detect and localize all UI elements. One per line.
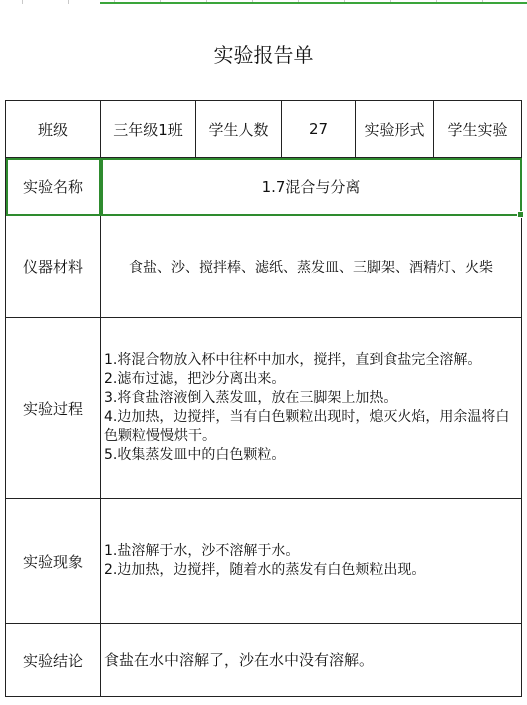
row-experiment-name (6, 158, 522, 216)
row-process (6, 318, 522, 499)
process-step: 4.边加热，边搅拌，当有白色颗粒出现时，熄灭火焰，用余温将白色颗粒慢慢烘干。 (104, 409, 510, 444)
phenomenon-label-cell[interactable]: 实验现象 (6, 499, 101, 624)
phenomenon-item: 1.盐溶解于水，沙不溶解于水。 (104, 543, 300, 559)
row-conclusion (6, 624, 522, 697)
materials-label-cell[interactable]: 仪器材料 (6, 216, 101, 318)
row-class-info (6, 101, 522, 158)
form-label-cell[interactable]: 实验形式 (356, 101, 434, 158)
spreadsheet (0, 6, 527, 705)
class-value-cell[interactable]: 三年级1班 (101, 101, 196, 158)
experiment-name-label-cell[interactable]: 实验名称 (6, 158, 101, 216)
row-materials (6, 216, 522, 318)
class-label-cell[interactable]: 班级 (6, 101, 101, 158)
form-value-cell[interactable]: 学生实验 (434, 101, 522, 158)
fill-handle[interactable] (517, 211, 524, 218)
process-step: 5.收集蒸发皿中的白色颗粒。 (104, 447, 286, 463)
report-table (5, 100, 522, 697)
conclusion-label-cell[interactable]: 实验结论 (6, 624, 101, 697)
row-phenomenon (6, 499, 522, 624)
experiment-name-value-cell[interactable] (101, 158, 522, 216)
experiment-name-text: 1.7混合与分离 (261, 178, 361, 196)
process-step: 1.将混合物放入杯中往杯中加水，搅拌，直到食盐完全溶解。 (104, 352, 482, 368)
conclusion-value-cell[interactable]: 食盐在水中溶解了，沙在水中没有溶解。 (101, 624, 522, 697)
process-step: 2.滤布过滤，把沙分离出来。 (104, 371, 286, 387)
students-value-cell[interactable]: 27 (282, 101, 356, 158)
report-title[interactable]: 实验报告单 (213, 42, 314, 67)
phenomenon-value-cell[interactable] (101, 499, 522, 624)
process-value-cell[interactable] (101, 318, 522, 499)
phenomenon-item: 2.边加热，边搅拌，随着水的蒸发有白色颊粒出现。 (104, 562, 426, 578)
materials-value-cell[interactable]: 食盐、沙、搅拌棒、滤纸、蒸发皿、三脚架、酒精灯、火柴 (101, 216, 522, 318)
process-step: 3.将食盐溶液倒入蒸发皿，放在三脚架上加热。 (104, 390, 398, 406)
process-label-cell[interactable]: 实验过程 (6, 318, 101, 499)
selected-column-indicator (100, 2, 527, 4)
students-label-cell[interactable]: 学生人数 (196, 101, 282, 158)
